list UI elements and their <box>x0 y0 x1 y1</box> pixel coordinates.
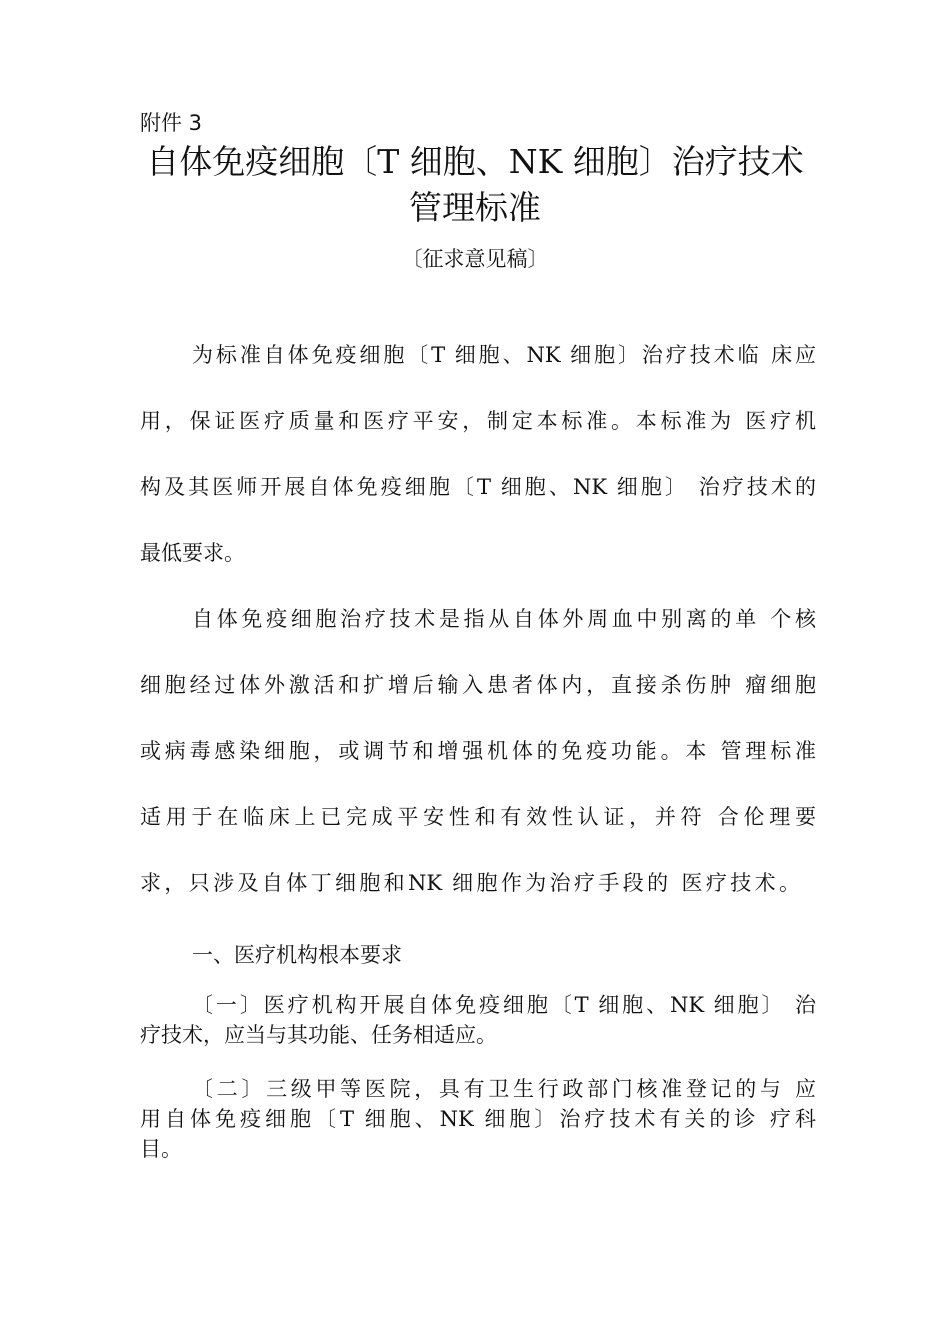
paragraph-2-line-3: 或病毒感染细胞，或调节和增强机体的免疫功能。本 管理标准 <box>140 739 816 763</box>
item-1-line-2: 疗技术，应当与其功能、任务相适应。 <box>140 1023 497 1047</box>
paragraph-1-line-4: 最低要求。 <box>140 541 245 565</box>
paragraph-2-line-4: 适用于在临床上已完成平安性和有效性认证，并符 合伦理要 <box>140 805 816 829</box>
draft-note: 〔征求意见稿〕 <box>401 247 549 271</box>
item-2-line-1: 〔二〕三级甲等医院，具有卫生行政部门核准登记的与 应 <box>192 1077 816 1101</box>
item-2-line-2: 用自体免疫细胞〔T 细胞、NK 细胞〕治疗技术有关的诊 疗科 <box>140 1107 816 1131</box>
paragraph-1-line-3: 构及其医师开展自体免疫细胞〔T 细胞、NK 细胞〕 治疗技术的 <box>140 475 816 499</box>
paragraph-2-line-5: 求，只涉及自体丁细胞和NK 细胞作为治疗手段的 医疗技术。 <box>140 871 800 895</box>
paragraph-2-line-2: 细胞经过体外激活和扩增后输入患者体内，直接杀伤肿 瘤细胞 <box>140 673 816 697</box>
item-1-line-1: 〔一〕医疗机构开展自体免疫细胞〔T 细胞、NK 细胞〕 治 <box>192 993 816 1017</box>
document-title-line-2: 管理标准 <box>409 188 541 227</box>
section-1-heading: 一、医疗机构根本要求 <box>192 943 402 967</box>
paragraph-1-line-2: 用，保证医疗质量和医疗平安，制定本标准。本标准为 医疗机 <box>140 409 816 433</box>
paragraph-2-line-1: 自体免疫细胞治疗技术是指从自体外周血中别离的单 个核 <box>192 607 816 631</box>
attachment-label: 附件 3 <box>140 111 203 135</box>
document-title-line-1: 自体免疫细胞〔T 细胞、NK 细胞〕治疗技术 <box>146 142 804 181</box>
item-2-line-3: 目。 <box>140 1137 182 1161</box>
paragraph-1-line-1: 为标准自体免疫细胞〔T 细胞、NK 细胞〕治疗技术临 床应 <box>192 343 816 367</box>
